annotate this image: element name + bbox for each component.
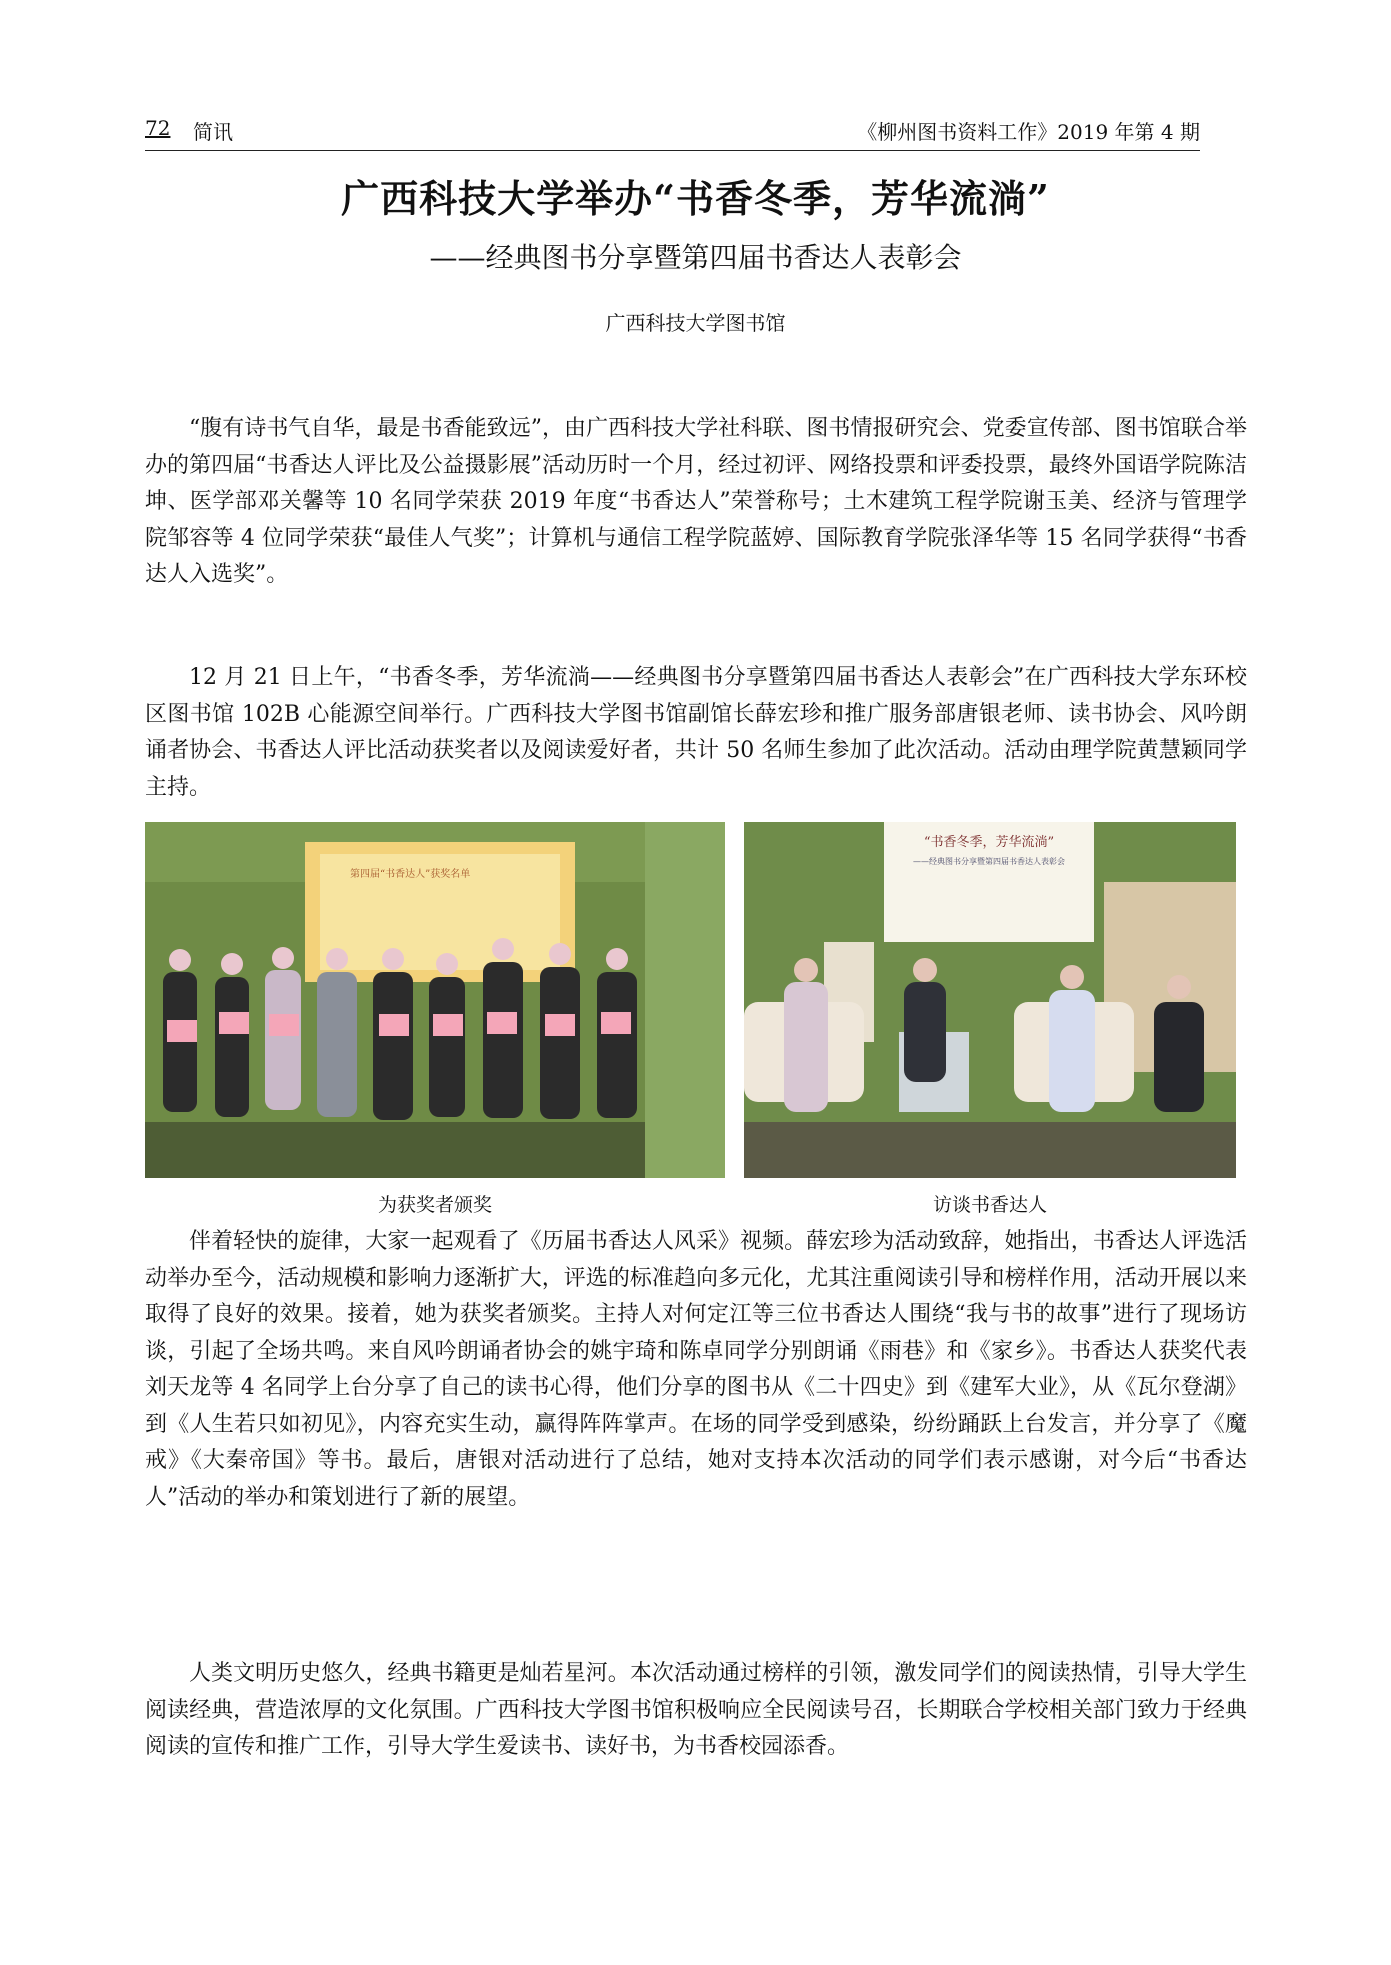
screen-subtitle: ——经典图书分享暨第四届书香达人表彰会	[913, 857, 1065, 866]
paragraph-2: 12 月 21 日上午，“书香冬季，芳华流淌——经典图书分享暨第四届书香达人表彰会”在广西科技大学东环校区图书馆 102B 心能源空间举行。广西科技大学图书馆副馆长薛宏珍和推广服务部唐银老师、读书协会、风吟朗诵者协会、书香达人评比活动获奖者以及阅读爱好者，共计 50 名师生参加了此次活动。活动由理学院黄慧颖同学主持。	[145, 665, 1247, 800]
article-title: 广西科技大学举办“书香冬季，芳华流淌”	[341, 176, 1050, 221]
page-number: 72	[145, 116, 171, 140]
award-ceremony-photo	[145, 822, 725, 1178]
paragraph-4: 人类文明历史悠久，经典书籍更是灿若星河。本次活动通过榜样的引领，激发同学们的阅读热情，引导大学生阅读经典，营造浓厚的文化氛围。广西科技大学图书馆积极响应全民阅读号召，长期联合学校相关部门致力于经典阅读的宣传和推广工作，引导大学生爱读书、读好书，为书香校园添香。	[145, 1661, 1247, 1759]
caption-award-ceremony: 为获奖者颁奖	[377, 1194, 492, 1216]
article-author: 广西科技大学图书馆	[605, 311, 786, 335]
journal-issue: 《柳州图书资料工作》2019 年第 4 期	[857, 120, 1200, 144]
paragraph-1: “腹有诗书气自华，最是书香能致远”，由广西科技大学社科联、图书情报研究会、党委宣传部、图书馆联合举办的第四届“书香达人评比及公益摄影展”活动历时一个月，经过初评、网络投票和评委投票，最终外国语学院陈洁坤、医学部邓关馨等 10 名同学荣获 2019 年度“书香达人”荣誉称号；土木建筑工程学院谢玉美、经济与管理学院邹容等 4 位同学荣获“最佳人气奖”；计算机与通信工程学院蓝婷、国际教育学院张泽华等 15 名同学获得“书香达人入选奖”。	[145, 416, 1247, 587]
section-label: 简讯	[193, 120, 233, 144]
caption-interview: 访谈书香达人	[932, 1194, 1047, 1216]
running-header	[145, 114, 1200, 151]
screen-text: 第四届“书香达人”获奖名单	[350, 869, 471, 880]
paragraph-3: 伴着轻快的旋律，大家一起观看了《历届书香达人风采》视频。薛宏珍为活动致辞，她指出，书香达人评选活动举办至今，活动规模和影响力逐渐扩大，评选的标准趋向多元化，尤其注重阅读引导和榜样作用，活动开展以来取得了良好的效果。接着，她为获奖者颁奖。主持人对何定江等三位书香达人围绕“我与书的故事”进行了现场访谈，引起了全场共鸣。来自风吟朗诵者协会的姚宇琦和陈卓同学分别朗诵《雨巷》和《家乡》。书香达人获奖代表刘天龙等 4 名同学上台分享了自己的读书心得，他们分享的图书从《二十四史》到《建军大业》，从《瓦尔登湖》到《人生若只如初见》，内容充实生动，赢得阵阵掌声。在场的同学受到感染，纷纷踊跃上台发言，并分享了《魔戒》《大秦帝国》等书。最后，唐银对活动进行了总结，她对支持本次活动的同学们表示感谢，对今后“书香达人”活动的举办和策划进行了新的展望。	[145, 1229, 1247, 1510]
screen-title: “书香冬季，芳华流淌”	[923, 835, 1055, 850]
article-subtitle: ——经典图书分享暨第四届书香达人表彰会	[429, 241, 962, 274]
interview-photo	[744, 822, 1236, 1178]
